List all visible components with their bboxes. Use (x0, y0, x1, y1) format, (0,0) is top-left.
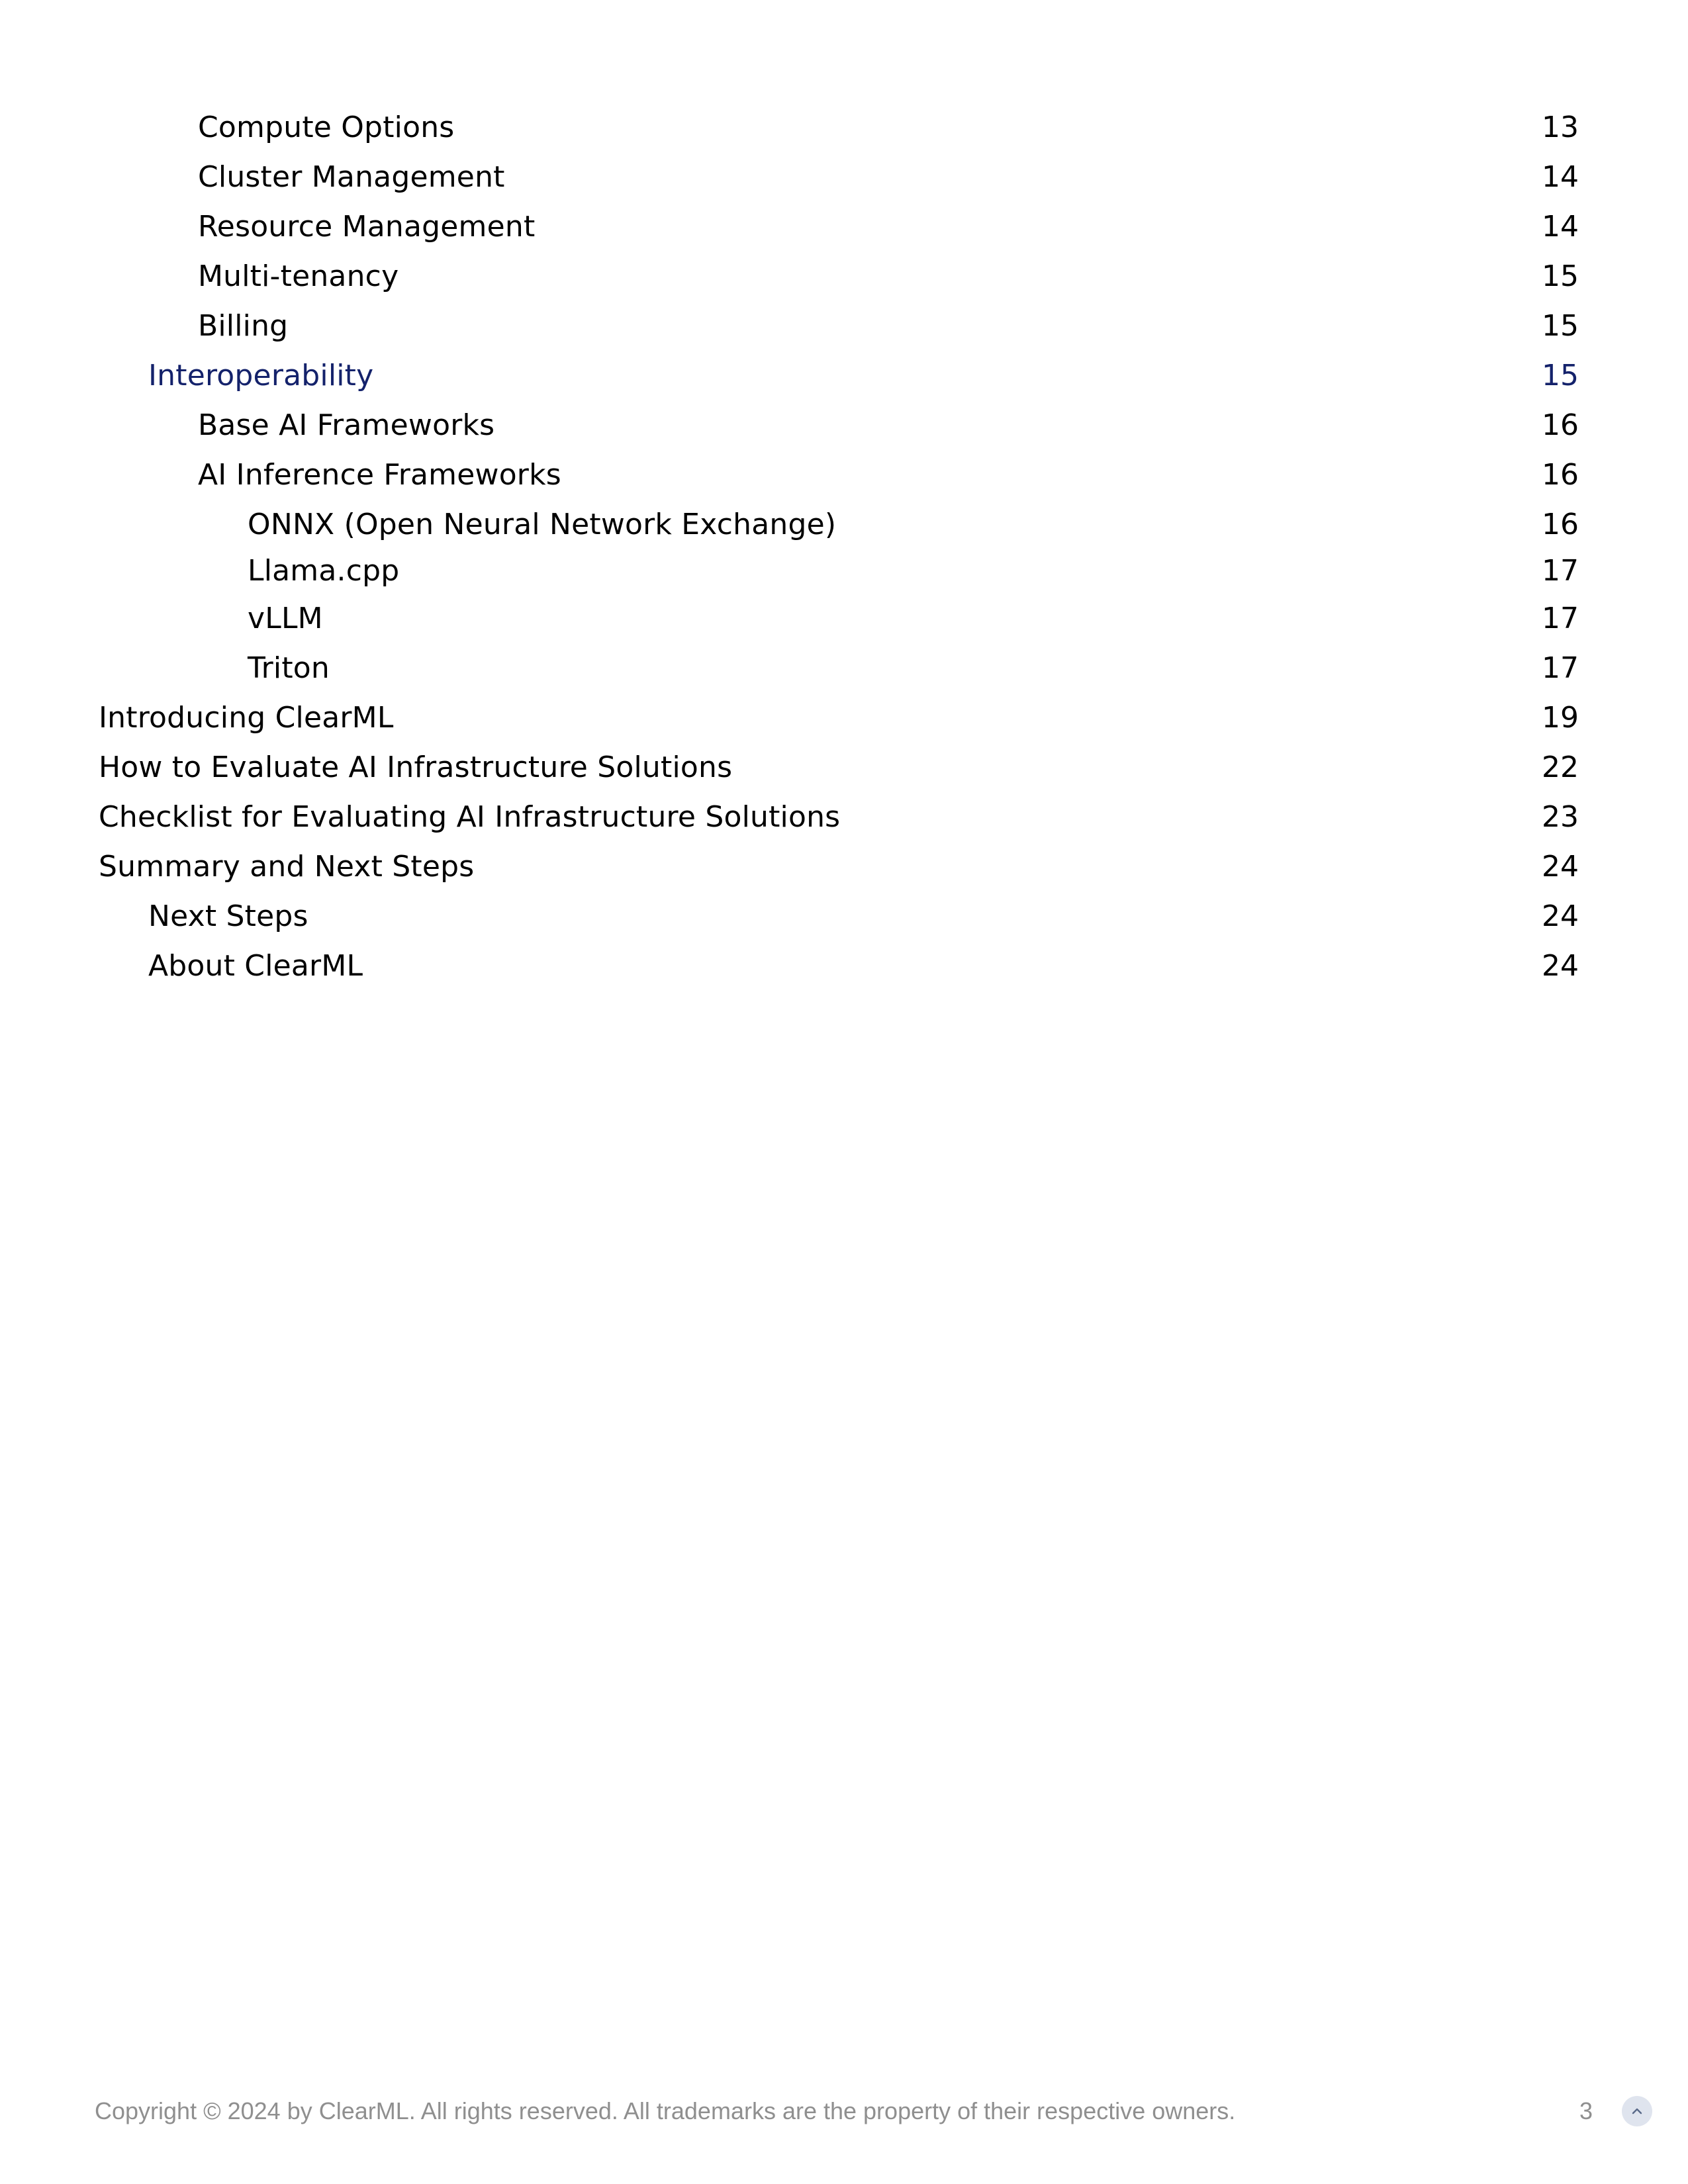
toc-entry-page[interactable]: 14 (1542, 210, 1579, 244)
toc-entry-title[interactable]: Billing (198, 309, 289, 343)
toc-entry-page[interactable]: 15 (1542, 259, 1579, 293)
toc-entry-title[interactable]: Next Steps (148, 899, 308, 933)
toc-entry-page[interactable]: 15 (1542, 309, 1579, 343)
toc-entry[interactable] (0, 842, 1688, 892)
toc-entry[interactable] (0, 450, 1688, 500)
toc-entry-title[interactable]: Cluster Management (198, 160, 505, 194)
page-footer (0, 2085, 1688, 2138)
toc-entry[interactable] (0, 643, 1688, 694)
toc-entry-title[interactable]: Compute Options (198, 111, 455, 144)
toc-entry-page[interactable]: 16 (1542, 508, 1579, 541)
toc-entry[interactable] (0, 301, 1688, 351)
toc-entry[interactable] (0, 152, 1688, 203)
toc-entry-title[interactable]: AI Inference Frameworks (198, 458, 561, 492)
page-number: 3 (1579, 2097, 1593, 2124)
toc-entry[interactable] (0, 792, 1688, 842)
toc-entry-title[interactable]: Triton (248, 651, 330, 685)
toc-entry-title[interactable]: ONNX (Open Neural Network Exchange) (248, 508, 837, 541)
toc-entry-page[interactable]: 24 (1542, 899, 1579, 933)
toc-entry-title[interactable]: vLLM (248, 602, 323, 635)
toc-entry[interactable] (0, 891, 1688, 942)
toc-entry-page[interactable]: 16 (1542, 458, 1579, 492)
toc-entry[interactable] (0, 500, 1688, 550)
toc-entry-title[interactable]: Multi-tenancy (198, 259, 399, 293)
toc-entry-title[interactable]: Introducing ClearML (99, 701, 394, 735)
toc-entry[interactable] (0, 103, 1688, 153)
toc-entry[interactable] (0, 400, 1688, 451)
toc-entry[interactable] (0, 594, 1688, 644)
toc-entry-page[interactable]: 19 (1542, 701, 1579, 735)
toc-entry-title[interactable]: Checklist for Evaluating AI Infrastructure Solutions (99, 800, 841, 834)
toc-entry-page[interactable]: 23 (1542, 800, 1579, 834)
copyright-notice: Copyright © 2024 by ClearML. All rights reserved. All trademarks are the property of their respective owners. (95, 2097, 1236, 2124)
toc-entry[interactable] (0, 941, 1688, 991)
toc-entry-title[interactable]: Interoperability (148, 359, 374, 392)
toc-entry[interactable] (0, 743, 1688, 793)
toc-entry[interactable] (0, 351, 1688, 401)
toc-entry-title[interactable]: Llama.cpp (248, 554, 400, 588)
toc-entry-page[interactable]: 24 (1542, 949, 1579, 983)
scroll-to-top-button[interactable] (1622, 2096, 1652, 2126)
toc-entry-title[interactable]: How to Evaluate AI Infrastructure Solutions (99, 751, 733, 784)
toc-entry-title[interactable]: About ClearML (148, 949, 363, 983)
toc-entry-page[interactable]: 24 (1542, 850, 1579, 884)
toc-entry-title[interactable]: Base AI Frameworks (198, 408, 495, 442)
toc-entry-page[interactable]: 16 (1542, 408, 1579, 442)
toc-entry-page[interactable]: 17 (1542, 651, 1579, 685)
toc-entry-title[interactable]: Resource Management (198, 210, 536, 244)
toc-entry-page[interactable]: 17 (1542, 554, 1579, 588)
toc-entry-page[interactable]: 17 (1542, 602, 1579, 635)
toc-entry[interactable] (0, 693, 1688, 743)
chevron-up-icon (1630, 2104, 1644, 2118)
toc-entry[interactable] (0, 251, 1688, 302)
toc-entry-page[interactable]: 22 (1542, 751, 1579, 784)
toc-entry-page[interactable]: 15 (1542, 359, 1579, 392)
toc-entry[interactable] (0, 202, 1688, 252)
toc-entry-page[interactable]: 14 (1542, 160, 1579, 194)
toc-entry-page[interactable]: 13 (1542, 111, 1579, 144)
toc-entry[interactable] (0, 546, 1688, 596)
toc-entry-title[interactable]: Summary and Next Steps (99, 850, 475, 884)
